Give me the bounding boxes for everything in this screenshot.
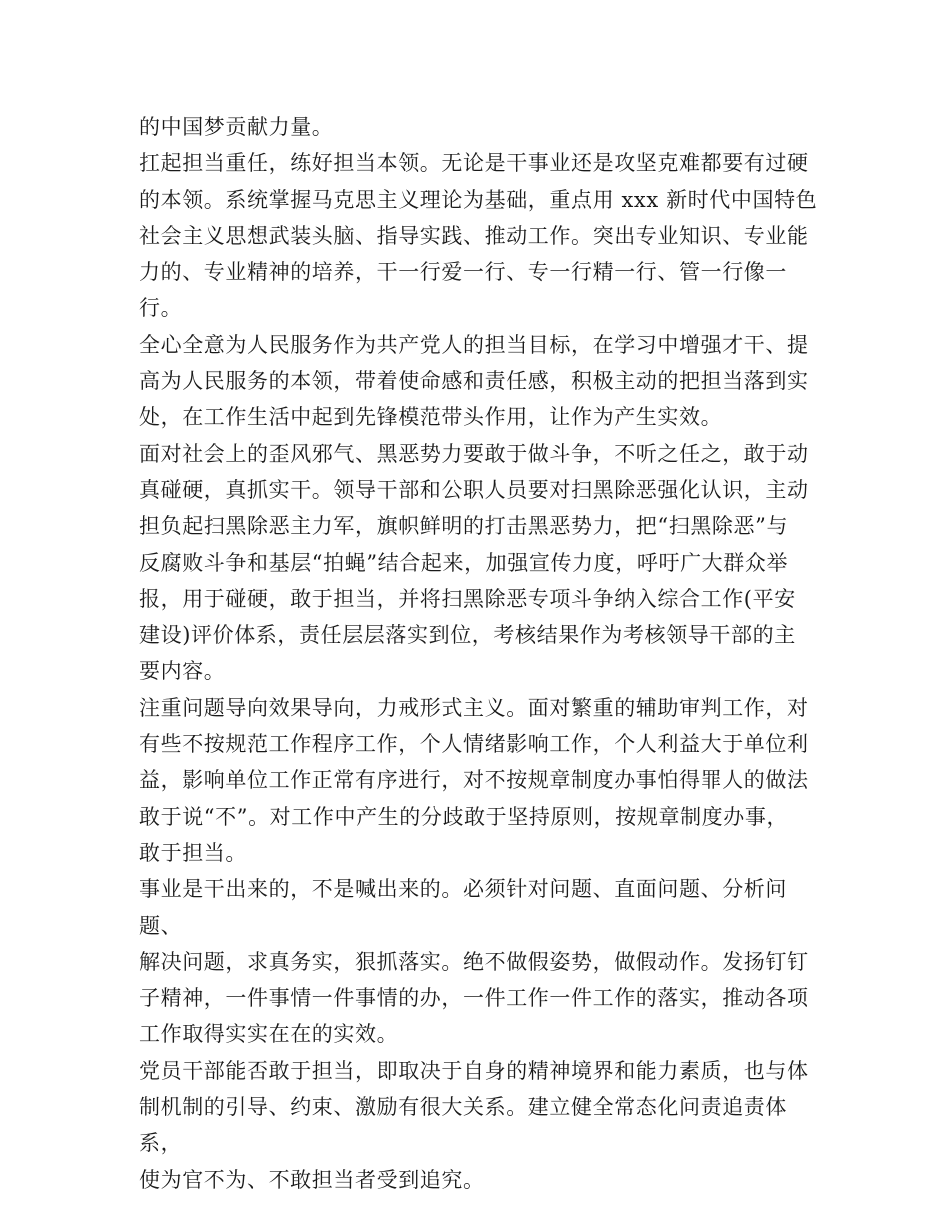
- paragraph-3: 全心全意为人民服务作为共产党人的担当目标，在学习中增强才干、提 高为人民服务的本领，带着使命感和责任感，积极主动的把担当落到实 处，在工作生活中起到先锋模范带头作用，让作为产生实效。: [139, 332, 809, 430]
- document-body: [139, 109, 829, 1198]
- paragraph-2: 扛起担当重任，练好担当本领。无论是干事业还是攻坚克难都要有过硬 的本领。系统掌握马克思主义理论为基础，重点用 xxx 新时代中国特色 社会主义思想武装头脑、指导实践、推动工作。突出专业知识、专业能 力的、专业精神的培养，干一行爱一行、专一行精一行、管一行像一行。: [139, 151, 818, 321]
- paragraph-1: 的中国梦贡献力量。: [139, 115, 334, 139]
- paragraph-7: 党员干部能否敢于担当，即取决于自身的精神境界和能力素质，也与体 制机制的引导、约束、激励有很大关系。建立健全常态化问责追责体系， 使为官不为、不敢担当者受到追究。: [139, 1058, 809, 1192]
- paragraph-4: 面对社会上的歪风邪气、黑恶势力要敢于做斗争，不听之任之，敢于动 真碰硬，真抓实干。领导干部和公职人员要对扫黑除恶强化认识，主动 担负起扫黑除恶主力军，旗帜鲜明的打击黑恶势力，把“扫黑除恶”与 反腐败斗争和基层“拍蝇”结合起来，加强宣传力度，呼吁广大群众举 报，用于碰硬，敢于担当，并将扫黑除恶专项斗争纳入综合工作(平安 建设)评价体系，责任层层落实到位，考核结果作为考核领导干部的主 要内容。: [139, 441, 809, 684]
- paragraph-5: 注重问题导向效果导向，力戒形式主义。面对繁重的辅助审判工作，对 有些不按规范工作程序工作，个人情绪影响工作，个人利益大于单位利 益，影响单位工作正常有序进行，对不按规章制度办事怕得罪人的做法 敢于说“不”。对工作中产生的分歧敢于坚持原则，按规章制度办事， 敢于担当。: [139, 695, 809, 865]
- paragraph-6: 事业是干出来的，不是喊出来的。必须针对问题、直面问题、分析问题、 解决问题，求真务实，狠抓落实。绝不做假姿势，做假动作。发扬钉钉 子精神，一件事情一件事情的办，一件工作一件工作的落实，推动各项 工作取得实实在在的实效。: [139, 877, 809, 1047]
